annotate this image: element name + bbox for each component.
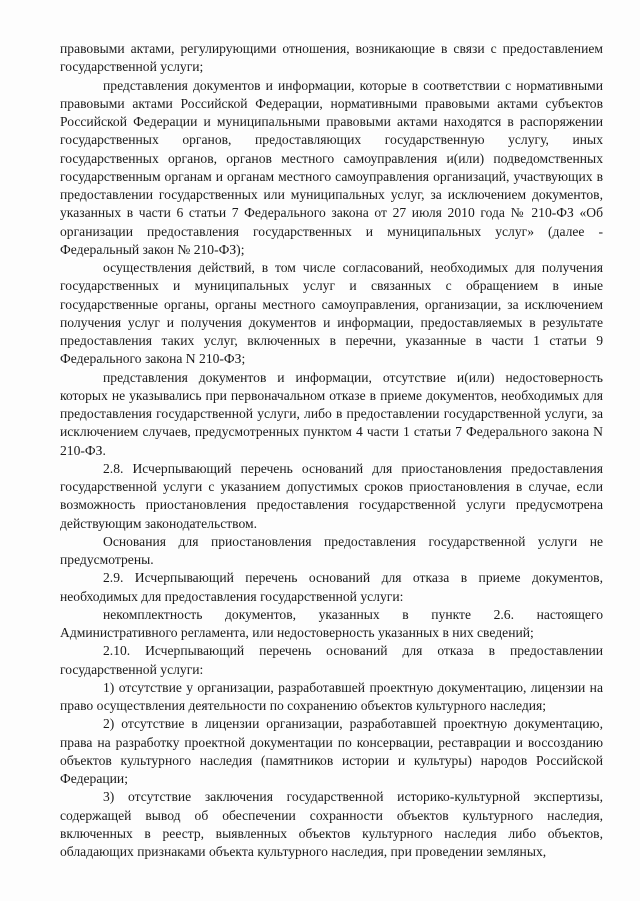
paragraph-7: 2.9. Исчерпывающий перечень оснований для отказа в приеме документов, необходимых для предоставления государственной услуги: — [60, 570, 603, 604]
paragraph-10: 1) отсутствие у организации, разработавшей проектную документацию, лицензии на право осуществления деятельности по сохранению объектов культурного наследия; — [60, 679, 603, 713]
paragraph-12: 3) отсутствие заключения государственной историко-культурной экспертизы, содержащей вывод об обеспечении сохранности объектов культурного наследия, включенных в реестр, выявленных объектов культурного наследия либо объектов, обладающих признаками объекта культурного наследия, при проведении земляных, — [60, 789, 603, 859]
paragraph-1: правовыми актами, регулирующими отношения, возникающие в связи с предоставлением государственной услуги; — [60, 41, 603, 75]
paragraph-5: 2.8. Исчерпывающий перечень оснований для приостановления предоставления государственной услуги с указанием допустимых сроков приостановления в случае, если возможность приостановления предоставления государственной услуги предусмотрена действующим законодательством. — [60, 460, 603, 531]
paragraph-8: некомплектность документов, указанных в пункте 2.6. настоящего Административного регламента, или недостоверность указанных в них сведений; — [60, 606, 603, 640]
paragraph-11: 2) отсутствие в лицензии организации, разработавшей проектную документацию, права на разработку проектной документации по консервации, реставрации и воссозданию объектов культурного наследия (памятников истории и культуры) народов Российской Федерации; — [60, 716, 603, 786]
paragraph-3: осуществления действий, в том числе согласований, необходимых для получения государственных и муниципальных услуг и связанных с обращением в иные государственные органы, органы местного самоуправления, организации, за исключением получения услуг и получения документов и информации, предоставляемых в результате предоставления таких услуг, включенных в перечни, указанные в части 1 статьи 9 Федерального закона N 210-ФЗ; — [60, 260, 603, 367]
paragraph-4: представления документов и информации, отсутствие и(или) недостоверность которых не указывались при первоначальном отказе в приеме документов, необходимых для предоставления государственной услуги, либо в предоставлении государственной услуги, за исключением случаев, предусмотренных пунктом 4 части 1 статьи 7 Федерального закона N 210-ФЗ. — [60, 369, 603, 458]
paragraph-6: Основания для приостановления предоставления государственной услуги не предусмотрены. — [60, 533, 603, 567]
paragraph-9: 2.10. Исчерпывающий перечень оснований для отказа в предоставлении государственной услуги: — [60, 643, 603, 677]
paragraph-2: представления документов и информации, которые в соответствии с нормативными правовыми актами Российской Федерации, нормативными правовыми актами субъектов Российской Федерации и муниципальными правовыми актами находятся в распоряжении государственных органов, предоставляющих государственную услугу, иных государственных органов, органов местного самоуправления и(или) подведомственных государственным органам и органам местного самоуправления организаций, участвующих в предоставлении государственных или муниципальных услуг, за исключением документов, указанных в части 6 статьи 7 Федерального закона от 27 июля 2010 года № 210-ФЗ «Об организации предоставления государственных и муниципальных услуг» (далее - Федеральный закон № 210-ФЗ); — [60, 77, 603, 257]
